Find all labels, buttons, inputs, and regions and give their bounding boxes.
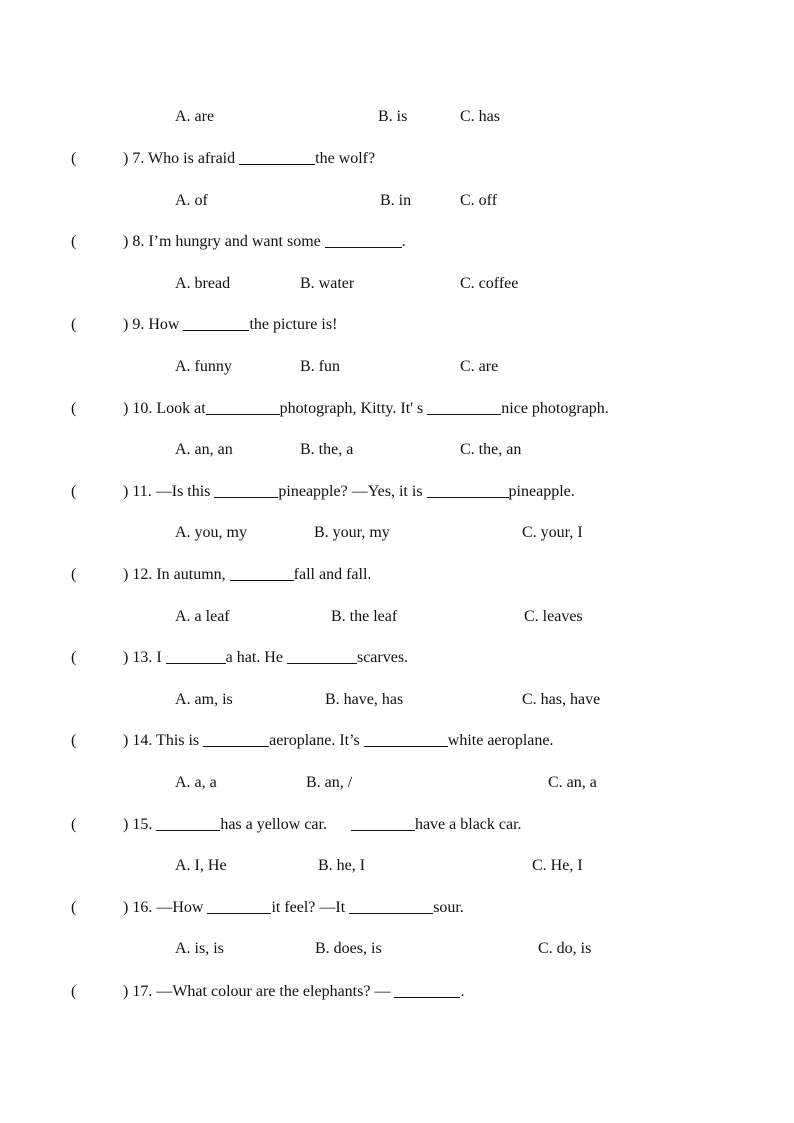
q16-text-pre: ) 16. —How bbox=[123, 899, 208, 916]
q14-text-mid: aeroplane. It’s bbox=[269, 732, 364, 749]
q12-text-post: fall and fall. bbox=[293, 566, 372, 583]
q16-blank-2[interactable] bbox=[349, 899, 433, 914]
q13-text-mid: a hat. He bbox=[225, 649, 287, 666]
q15-text-pre: ) 15. bbox=[123, 816, 157, 833]
q12-stem bbox=[123, 565, 371, 585]
q9-option-a: A. funny bbox=[175, 358, 232, 375]
q17-answer-paren[interactable]: ( bbox=[71, 983, 77, 1000]
q11-text-mid: pineapple? —Yes, it is bbox=[278, 483, 427, 500]
q11-option-c: C. your, I bbox=[522, 524, 583, 541]
q7-option-c: C. off bbox=[460, 192, 498, 209]
q16-text-mid: it feel? —It bbox=[271, 899, 350, 916]
q10-blank-1[interactable] bbox=[206, 400, 280, 415]
q13-answer-paren[interactable]: ( bbox=[71, 649, 77, 666]
q13-text-post: scarves. bbox=[356, 649, 409, 666]
q15-option-c: C. He, I bbox=[532, 857, 583, 874]
q6-option-b: B. is bbox=[378, 108, 408, 125]
q11-stem bbox=[123, 482, 575, 502]
q16-text-post: sour. bbox=[433, 899, 464, 916]
q12-answer-paren[interactable]: ( bbox=[71, 566, 77, 583]
q8-blank[interactable] bbox=[325, 233, 402, 248]
q10-text-post: nice photograph. bbox=[501, 400, 609, 417]
q10-option-c: C. the, an bbox=[460, 441, 522, 458]
q7-option-a: A. of bbox=[175, 192, 208, 209]
q11-answer-paren[interactable]: ( bbox=[71, 483, 77, 500]
q7-text-post: the wolf? bbox=[315, 150, 376, 167]
q10-blank-2[interactable] bbox=[427, 400, 501, 415]
q13-blank-2[interactable] bbox=[287, 649, 357, 664]
q16-option-c: C. do, is bbox=[538, 940, 592, 957]
q13-text-pre: ) 13. I bbox=[123, 649, 166, 666]
q9-stem bbox=[123, 315, 337, 335]
q9-text-post: the picture is! bbox=[249, 316, 338, 333]
q8-stem bbox=[123, 232, 406, 252]
q10-answer-paren[interactable]: ( bbox=[71, 400, 77, 417]
q14-option-a: A. a, a bbox=[175, 774, 217, 791]
q15-answer-paren[interactable]: ( bbox=[71, 816, 77, 833]
q8-option-a: A. bread bbox=[175, 275, 231, 292]
q12-option-b: B. the leaf bbox=[331, 608, 398, 625]
q6-option-a: A. are bbox=[175, 108, 215, 125]
q13-option-b: B. have, has bbox=[325, 691, 404, 708]
q16-answer-paren[interactable]: ( bbox=[71, 899, 77, 916]
q12-option-a: A. a leaf bbox=[175, 608, 230, 625]
q9-option-c: C. are bbox=[460, 358, 499, 375]
q7-stem bbox=[123, 149, 375, 169]
q9-text-pre: ) 9. How bbox=[123, 316, 184, 333]
q13-stem bbox=[123, 648, 408, 668]
q13-option-c: C. has, have bbox=[522, 691, 601, 708]
q7-option-b: B. in bbox=[380, 192, 412, 209]
q15-blank-2[interactable] bbox=[351, 816, 415, 831]
q8-option-c: C. coffee bbox=[460, 275, 519, 292]
q13-blank-1[interactable] bbox=[166, 649, 226, 664]
q8-option-b: B. water bbox=[300, 275, 355, 292]
q17-text-post: . bbox=[460, 983, 465, 1000]
q11-option-b: B. your, my bbox=[314, 524, 390, 541]
q14-text-post: white aeroplane. bbox=[447, 732, 554, 749]
q10-text-mid: photograph, Kitty. It' s bbox=[279, 400, 428, 417]
q7-text-pre: ) 7. Who is afraid bbox=[123, 150, 240, 167]
q13-option-a: A. am, is bbox=[175, 691, 233, 708]
q11-text-pre: ) 11. —Is this bbox=[123, 483, 215, 500]
q9-blank[interactable] bbox=[183, 316, 249, 331]
q10-option-b: B. the, a bbox=[300, 441, 354, 458]
q14-option-c: C. an, a bbox=[548, 774, 597, 791]
q12-text-pre: ) 12. In autumn, bbox=[123, 566, 230, 583]
q14-answer-paren[interactable]: ( bbox=[71, 732, 77, 749]
q17-blank[interactable] bbox=[394, 983, 460, 998]
q9-answer-paren[interactable]: ( bbox=[71, 316, 77, 333]
q9-option-b: B. fun bbox=[300, 358, 340, 375]
q10-stem bbox=[123, 399, 609, 419]
q15-stem bbox=[123, 815, 522, 835]
q16-blank-1[interactable] bbox=[207, 899, 271, 914]
q6-option-c: C. has bbox=[460, 108, 500, 125]
q15-option-b: B. he, I bbox=[318, 857, 366, 874]
q8-text-pre: ) 8. I’m hungry and want some bbox=[123, 233, 325, 250]
q7-blank[interactable] bbox=[239, 150, 315, 165]
q10-option-a: A. an, an bbox=[175, 441, 233, 458]
q11-blank-2[interactable] bbox=[427, 483, 509, 498]
q14-blank-2[interactable] bbox=[364, 732, 448, 747]
q10-text-pre: ) 10. Look at bbox=[123, 400, 206, 417]
q11-text-post: pineapple. bbox=[508, 483, 575, 500]
q15-text-mid: has a yellow car. bbox=[220, 816, 351, 833]
q12-blank[interactable] bbox=[230, 566, 294, 581]
q15-option-a: A. I, He bbox=[175, 857, 227, 874]
q16-stem bbox=[123, 898, 464, 918]
q8-text-post: . bbox=[401, 233, 406, 250]
q7-answer-paren[interactable]: ( bbox=[71, 150, 77, 167]
q14-stem bbox=[123, 731, 554, 751]
q15-blank-1[interactable] bbox=[156, 816, 220, 831]
q15-text-post: have a black car. bbox=[414, 816, 522, 833]
q16-option-b: B. does, is bbox=[315, 940, 382, 957]
q17-text-pre: ) 17. —What colour are the elephants? — bbox=[123, 983, 395, 1000]
q14-option-b: B. an, / bbox=[306, 774, 353, 791]
q14-blank-1[interactable] bbox=[203, 732, 269, 747]
q17-stem bbox=[123, 982, 464, 1002]
q12-option-c: C. leaves bbox=[524, 608, 583, 625]
q8-answer-paren[interactable]: ( bbox=[71, 233, 77, 250]
q16-option-a: A. is, is bbox=[175, 940, 224, 957]
q14-text-pre: ) 14. This is bbox=[123, 732, 204, 749]
q11-option-a: A. you, my bbox=[175, 524, 247, 541]
q11-blank-1[interactable] bbox=[214, 483, 278, 498]
